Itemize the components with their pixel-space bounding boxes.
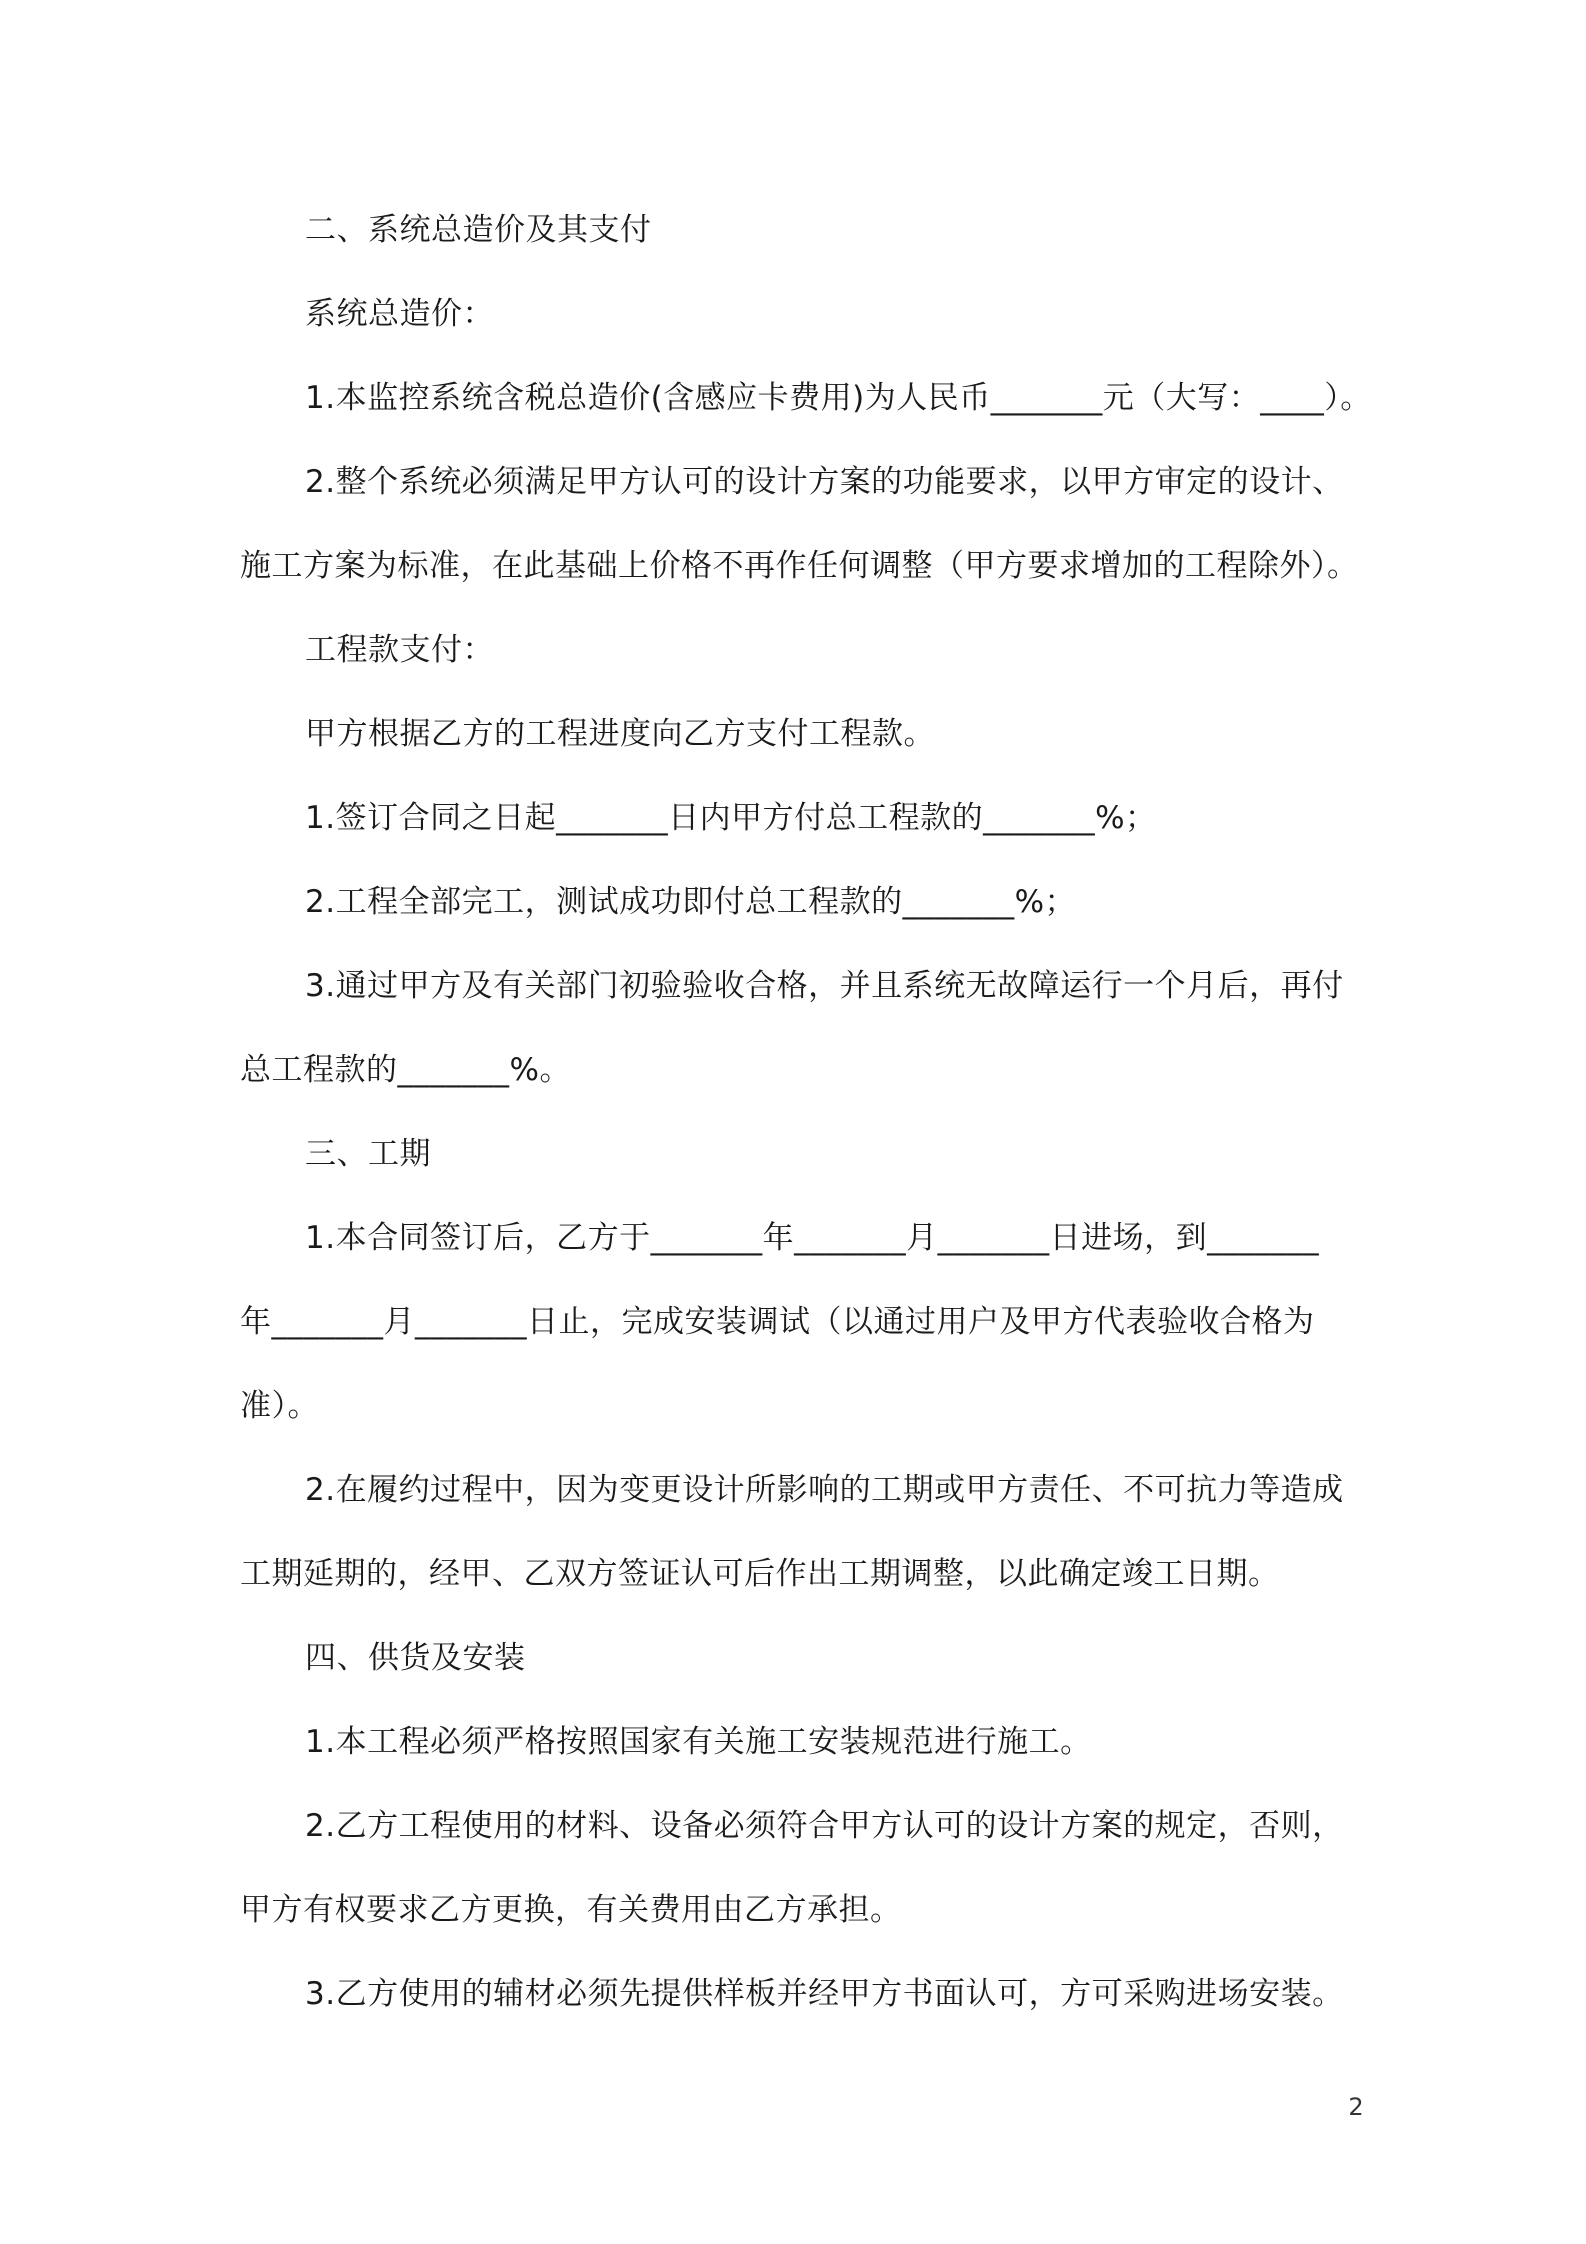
paragraph-line: 总工程款的_______%。 [240, 1052, 571, 1088]
paragraph-line: 甲方根据乙方的工程进度向乙方支付工程款。 [305, 716, 935, 752]
paragraph-line: 施工方案为标准，在此基础上价格不再作任何调整（甲方要求增加的工程除外）。 [240, 548, 1359, 584]
section-heading-schedule: 三、工期 [305, 1136, 431, 1172]
paragraph-line: 2.工程全部完工，测试成功即付总工程款的_______%； [305, 884, 1077, 920]
paragraph-line: 2.整个系统必须满足甲方认可的设计方案的功能要求，以甲方审定的设计、 [305, 464, 1344, 500]
page-number: 2 [1348, 2093, 1364, 2121]
paragraph-line: 准）。 [240, 1388, 319, 1424]
subheading-payment: 工程款支付： [305, 632, 494, 668]
paragraph-line: 工期延期的，经甲、乙双方签证认可后作出工期调整，以此确定竣工日期。 [240, 1556, 1280, 1592]
paragraph-line: 3.通过甲方及有关部门初验验收合格，并且系统无故障运行一个月后，再付 [305, 968, 1344, 1004]
paragraph-line: 年_______月_______日止，完成安装调试（以通过用户及甲方代表验收合格为 [240, 1304, 1315, 1340]
paragraph-line: 甲方有权要求乙方更换，有关费用由乙方承担。 [240, 1892, 902, 1928]
subheading-total-cost: 系统总造价： [305, 296, 494, 332]
paragraph-line: 1.本监控系统含税总造价(含感应卡费用)为人民币_______元（大写：____）。 [305, 380, 1372, 416]
section-heading-supply: 四、供货及安装 [305, 1640, 526, 1676]
paragraph-line: 2.乙方工程使用的材料、设备必须符合甲方认可的设计方案的规定，否则， [305, 1808, 1344, 1844]
section-heading-total-cost: 二、系统总造价及其支付 [305, 212, 652, 248]
paragraph-line: 1.本工程必须严格按照国家有关施工安装规范进行施工。 [305, 1724, 1092, 1760]
paragraph-line: 1.本合同签订后，乙方于_______年_______月_______日进场，到_______ [305, 1220, 1320, 1256]
paragraph-line: 2.在履约过程中，因为变更设计所影响的工期或甲方责任、不可抗力等造成 [305, 1472, 1344, 1508]
paragraph-line: 3.乙方使用的辅材必须先提供样板并经甲方书面认可，方可采购进场安装。 [305, 1976, 1344, 2012]
paragraph-line: 1.签订合同之日起_______日内甲方付总工程款的_______%； [305, 800, 1157, 836]
